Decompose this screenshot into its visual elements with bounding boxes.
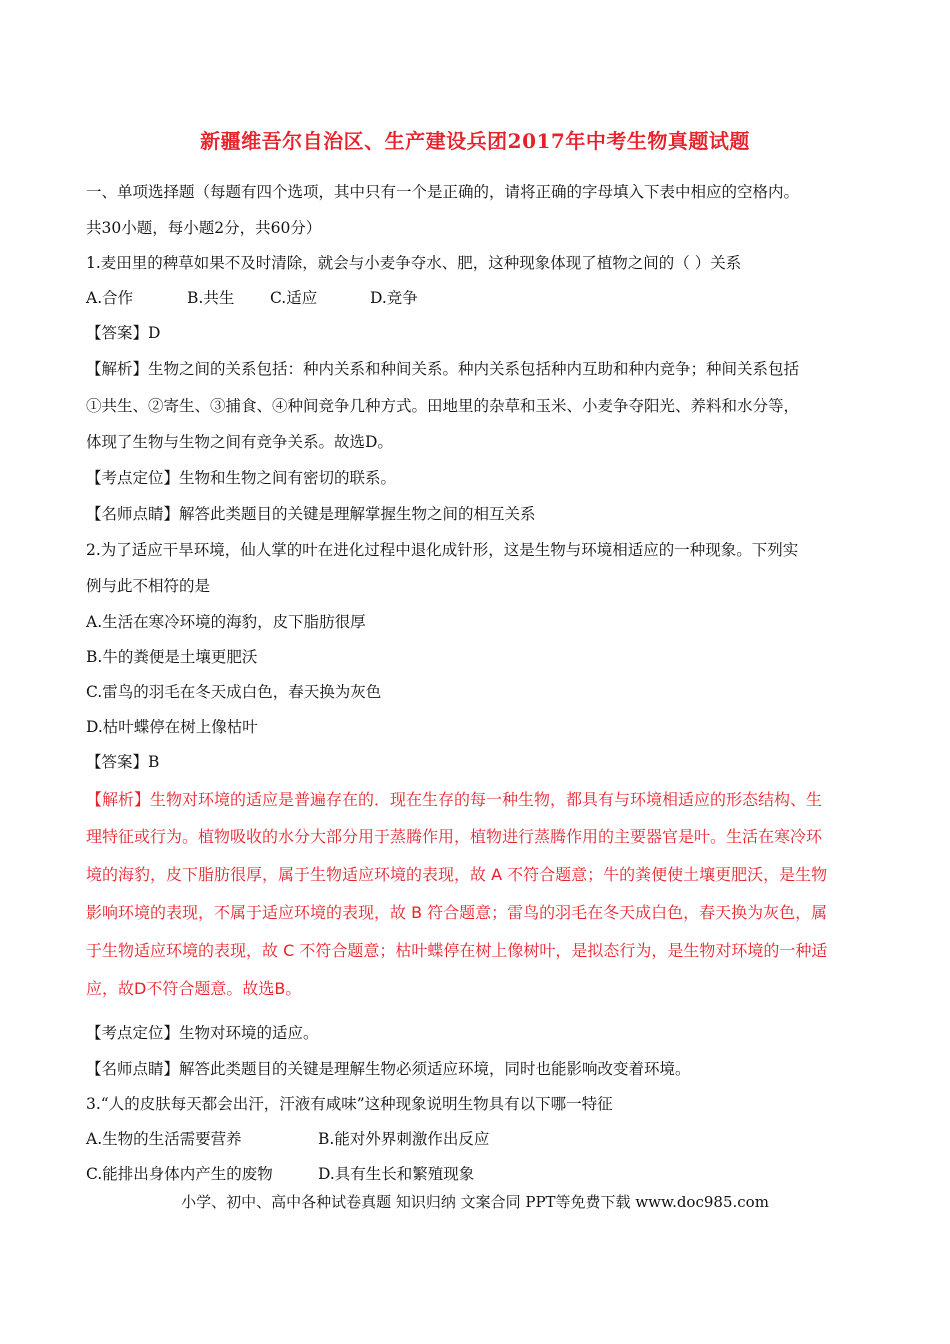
q3-option-c: C.能排出身体内产生的废物 [86, 1165, 273, 1183]
q2-analysis-line: 应，故D不符合题意。故选B。 [86, 979, 302, 998]
q2-analysis-line: 理特征或行为。植物吸收的水分大部分用于蒸腾作用，植物进行蒸腾作用的主要器官是叶。生活在寒冷环 [86, 827, 823, 846]
q1-option-c: C.适应 [270, 289, 318, 307]
q2-option-b: B.牛的粪便是土壤更肥沃 [86, 648, 258, 666]
question-2-stem: 2.为了适应干旱环境，仙人掌的叶在进化过程中退化成针形，这是生物与环境相适应的一种现象。下列实 [86, 541, 799, 559]
q2-option-a: A.生活在寒冷环境的海豹，皮下脂肪很厚 [86, 613, 366, 631]
q2-analysis-line: 境的海豹，皮下脂肪很厚，属于生物适应环境的表现，故 A 不符合题意；牛的粪便使土壤更肥沃，是生物 [86, 865, 828, 884]
q1-analysis-line: 体现了生物与生物之间有竞争关系。故选D。 [86, 433, 393, 451]
q2-dianjing: 【名师点睛】解答此类题目的关键是理解生物必须适应环境，同时也能影响改变着环境。 [86, 1060, 691, 1078]
q1-dianjing: 【名师点睛】解答此类题目的关键是理解掌握生物之间的相互关系 [86, 505, 536, 523]
question-1-stem: 1.麦田里的稗草如果不及时清除，就会与小麦争夺水、肥，这种现象体现了植物之间的（ ）关系 [86, 254, 742, 272]
q2-option-d: D.枯叶蝶停在树上像枯叶 [86, 718, 258, 736]
q1-kaodian: 【考点定位】生物和生物之间有密切的联系。 [86, 469, 397, 487]
q2-analysis-line: 于生物适应环境的表现，故 C 不符合题意；枯叶蝶停在树上像树叶，是拟态行为，是生物对环境的一种适 [86, 941, 828, 960]
q1-analysis-line: 【解析】生物之间的关系包括：种内关系和种间关系。种内关系包括种内互助和种内竞争；种间关系包括 [86, 360, 800, 378]
q3-option-d: D.具有生长和繁殖现象 [318, 1165, 475, 1183]
q1-option-b: B.共生 [187, 289, 235, 307]
page-title: 新疆维吾尔自治区、生产建设兵团2017年中考生物真题试题 [200, 129, 750, 153]
section-heading-cont: 共30小题，每小题2分，共60分） [86, 219, 322, 237]
question-3-stem: 3.“人的皮肤每天都会出汗，汗液有咸味”这种现象说明生物具有以下哪一特征 [86, 1095, 613, 1113]
q2-kaodian: 【考点定位】生物对环境的适应。 [86, 1024, 319, 1042]
q3-option-a: A.生物的生活需要营养 [86, 1130, 242, 1148]
q2-analysis-line: 影响环境的表现，不属于适应环境的表现，故 B 符合题意；雷鸟的羽毛在冬天成白色，春天换为灰色，属 [86, 903, 828, 922]
page-footer: 小学、初中、高中各种试卷真题 知识归纳 文案合同 PPT等免费下载 www.doc985.com [181, 1193, 769, 1211]
q2-analysis-line: 【解析】生物对环境的适应是普遍存在的．现在生存的每一种生物，都具有与环境相适应的形态结构、生 [86, 790, 823, 809]
q3-option-b: B.能对外界刺激作出反应 [318, 1130, 490, 1148]
q2-answer: 【答案】B [86, 753, 160, 771]
q1-option-a: A.合作 [86, 289, 134, 307]
q1-answer: 【答案】D [86, 324, 161, 342]
q1-option-d: D.竞争 [370, 289, 418, 307]
q2-option-c: C.雷鸟的羽毛在冬天成白色，春天换为灰色 [86, 683, 382, 701]
section-heading: 一、单项选择题（每题有四个选项，其中只有一个是正确的，请将正确的字母填入下表中相应的空格内。 [86, 183, 800, 201]
question-2-stem-cont: 例与此不相符的是 [86, 577, 211, 595]
q1-analysis-line: ①共生、②寄生、③捕食、④种间竞争几种方式。田地里的杂草和玉米、小麦争夺阳光、养料和水分等， [86, 397, 800, 415]
